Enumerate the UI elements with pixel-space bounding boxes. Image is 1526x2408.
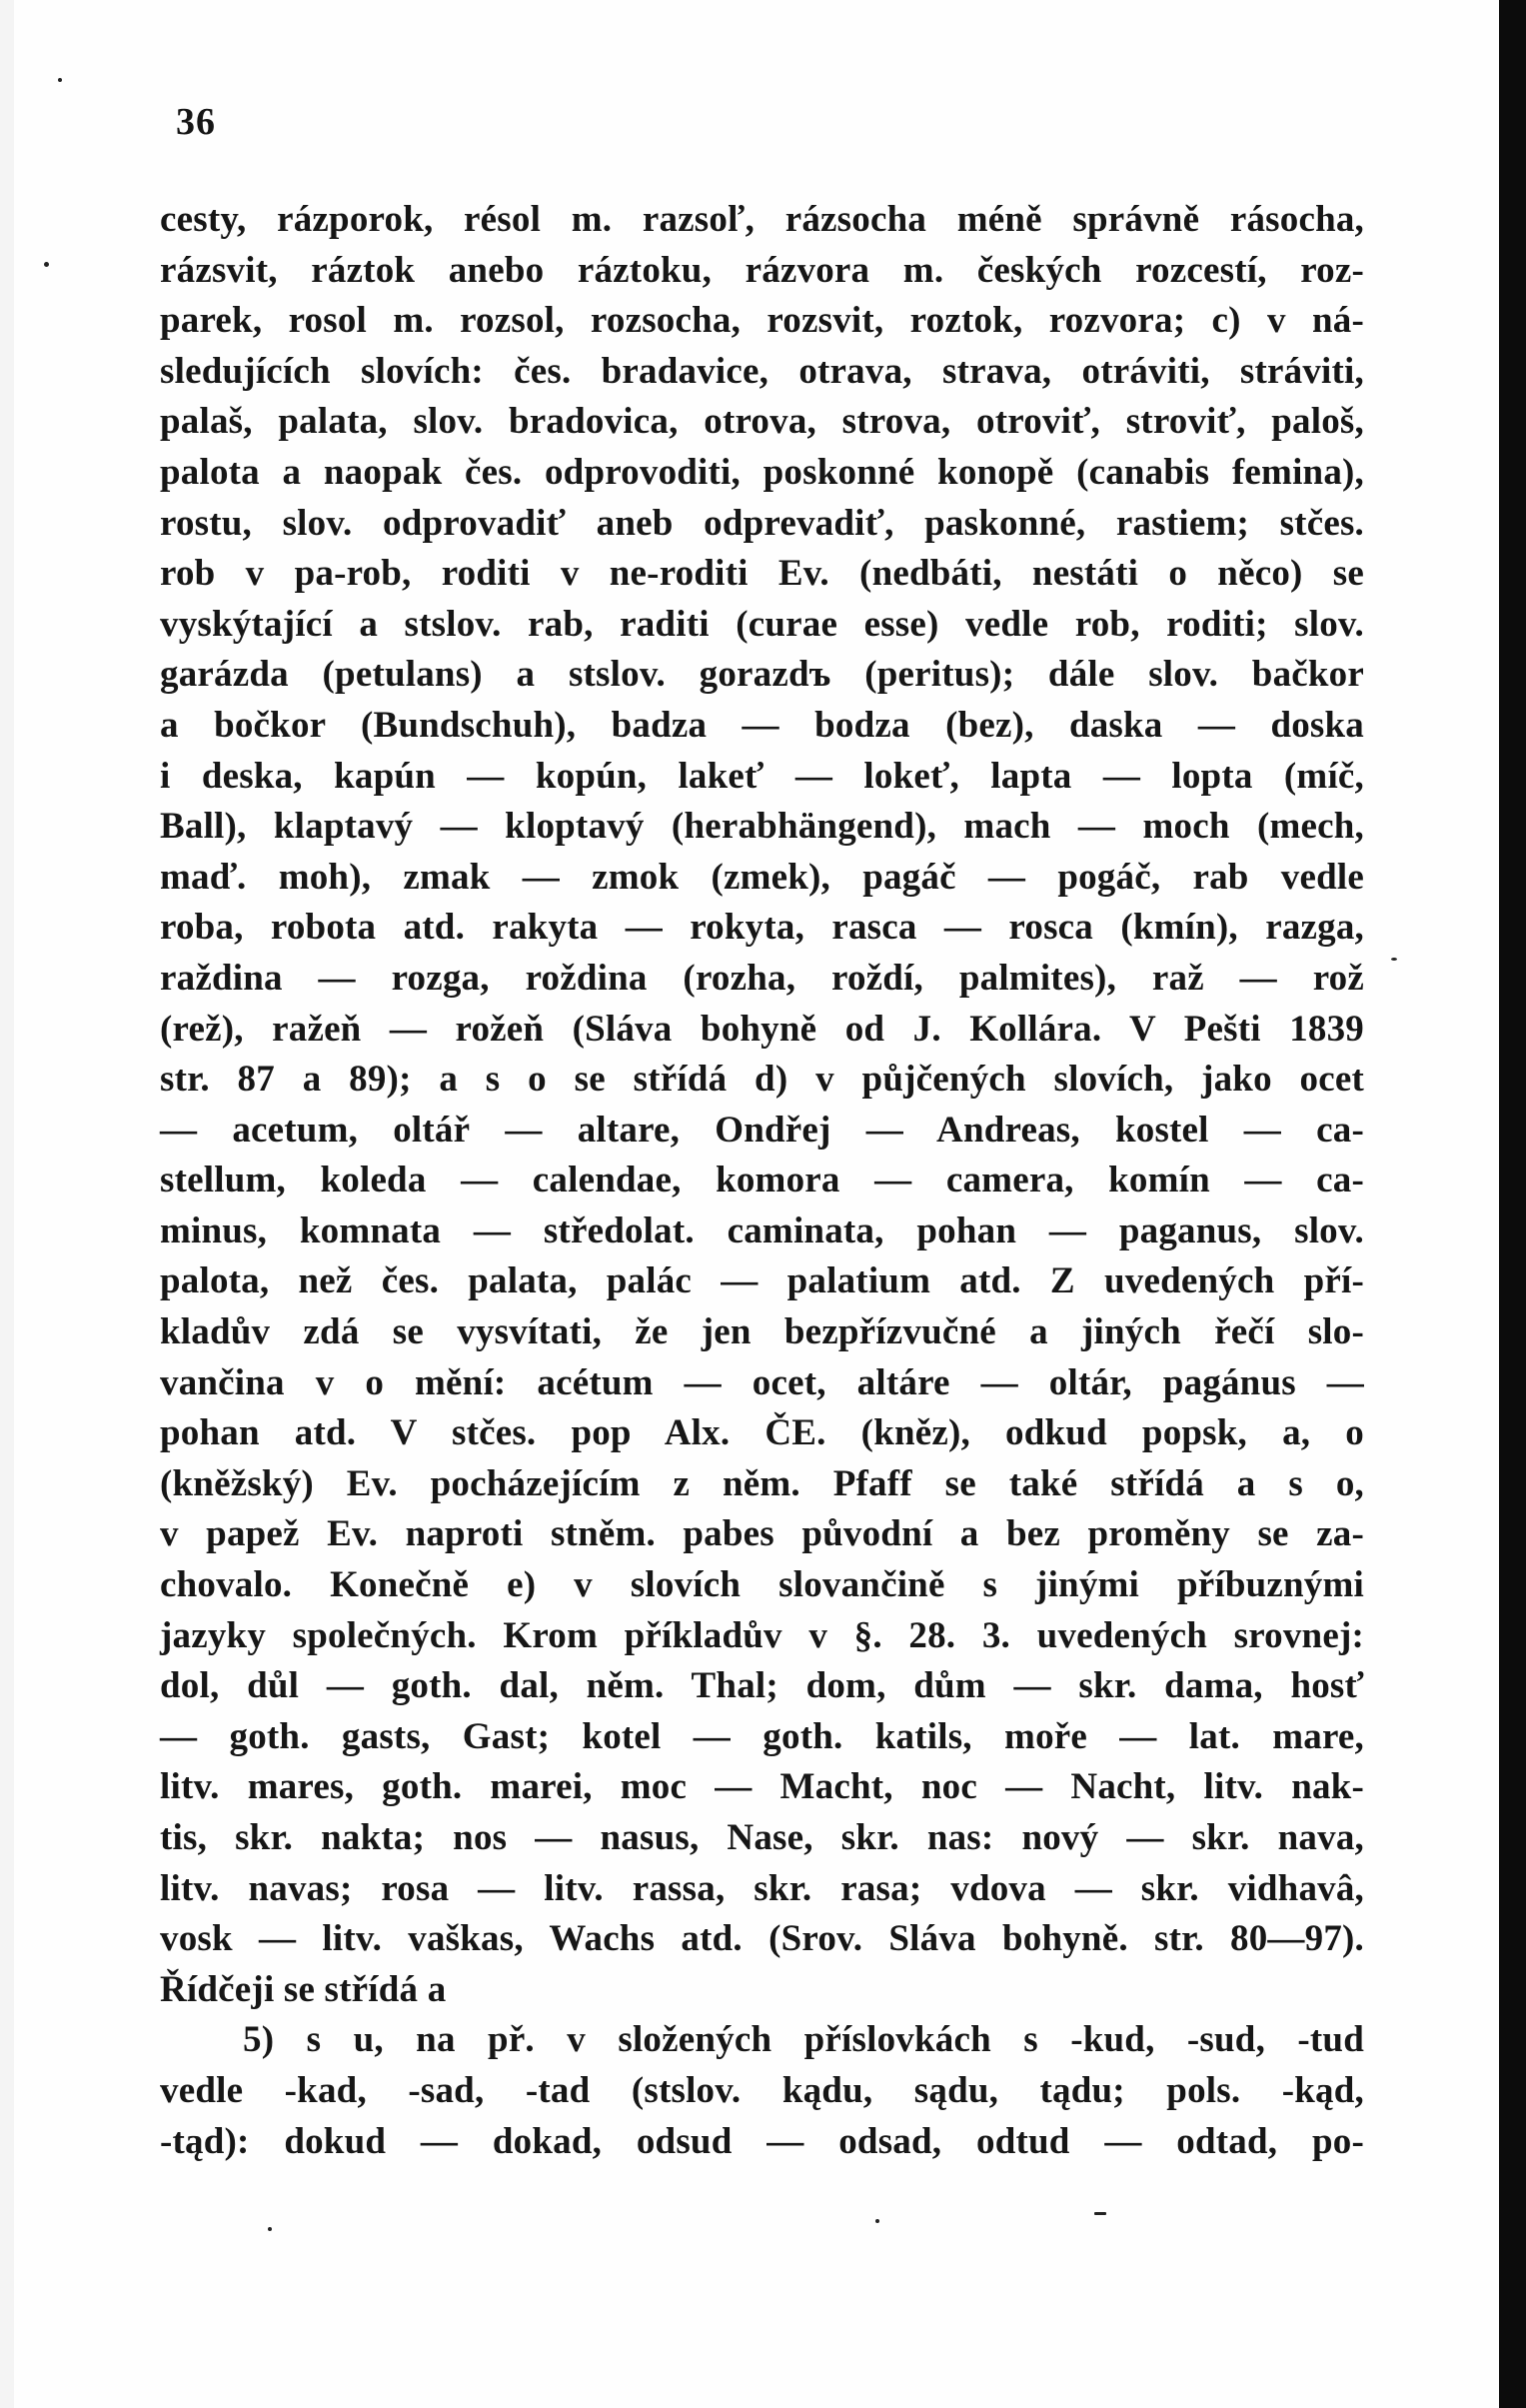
text-line: (kněžský) Ev. pocházejícím z něm. Pfaff se také střídá a s o, (160, 1462, 1364, 1504)
text-line: sledujících slovích: čes. bradavice, otrava, strava, otráviti, stráviti, (160, 350, 1364, 392)
page-number: 36 (176, 101, 216, 143)
text-line: vančina v o mění: acétum — ocet, altáre — oltár, pagánus — (160, 1361, 1364, 1403)
text-line: a bočkor (Bundschuh), badza — bodza (bez), daska — doska (160, 704, 1364, 746)
text-line: vyskýtající a stslov. rab, raditi (curae esse) vedle rob, roditi; slov. (160, 603, 1364, 645)
text-line: str. 87 a 89); a s o se střídá d) v půjčených slovích, jako ocet (160, 1059, 1364, 1101)
text-line: Řídčeji se střídá a (160, 1968, 447, 2010)
text-line: parek, rosol m. rozsol, rozsocha, rozsvit, roztok, rozvora; c) v ná- (160, 300, 1364, 342)
text-line: maď. moh), zmak — zmok (zmek), pagáč — pogáč, rab vedle (160, 856, 1364, 898)
text-line: vedle -kad, -sad, -tad (stslov. kądu, sądu, tądu; pols. -kąd, (160, 2069, 1364, 2111)
scan-speck (1391, 958, 1397, 961)
text-line: minus, komnata — středolat. caminata, pohan — paganus, slov. (160, 1209, 1364, 1251)
text-line: cesty, rázporok, résol m. razsoľ, rázsocha méně správně rásocha, (160, 199, 1364, 240)
text-line: 5) s u, na př. v složených příslovkách s -kud, -sud, -tud (243, 2019, 1364, 2061)
text-line: — acetum, oltář — altare, Ondřej — Andreas, kostel — ca- (160, 1109, 1364, 1151)
text-line: stellum, koleda — calendae, komora — camera, komín — ca- (160, 1160, 1364, 1202)
scan-speck (268, 2227, 272, 2231)
scan-speck (1094, 2212, 1106, 2215)
text-line: rázsvit, ráztok anebo ráztoku, rázvora m. českých rozcestí, roz- (160, 249, 1364, 291)
scan-speck (875, 2219, 879, 2223)
scan-edge-right (1499, 0, 1526, 2408)
text-line: garázda (petulans) a stslov. gorazdъ (peritus); dále slov. bačkor (160, 654, 1364, 696)
text-line: tis, skr. nakta; nos — nasus, Nase, skr. nas: nový — skr. nava, (160, 1817, 1364, 1858)
text-line: chovalo. Konečně e) v slovích slovančině s jinými příbuznými (160, 1564, 1364, 1606)
text-line: kladův zdá se vysvítati, že jen bezpřízvučné a jiných řečí slo- (160, 1311, 1364, 1353)
text-line: rob v pa-rob, roditi v ne-roditi Ev. (nedbáti, nestáti o něco) se (160, 553, 1364, 595)
text-line: palota a naopak čes. odprovoditi, poskonné konopě (canabis femina), (160, 451, 1364, 493)
text-line: roba, robota atd. rakyta — rokyta, rasca — rosca (kmín), razga, (160, 907, 1364, 949)
scan-speck (58, 78, 62, 82)
text-line: (rež), ražeň — rožeň (Sláva bohyně od J. Kollára. V Pešti 1839 (160, 1008, 1364, 1050)
text-line: Ball), klaptavý — kloptavý (herabhängend), mach — moch (mech, (160, 806, 1364, 848)
text-line: litv. mares, goth. marei, moc — Macht, noc — Nacht, litv. nak- (160, 1766, 1364, 1808)
text-line: v papež Ev. naproti stněm. pabes původní a bez proměny se za- (160, 1513, 1364, 1555)
text-line: vosk — litv. vaškas, Wachs atd. (Srov. Sláva bohyně. str. 80—97). (160, 1918, 1364, 1960)
text-line: raždina — rozga, roždina (rozha, roždí, palmites), raž — rož (160, 957, 1364, 999)
body-text (160, 195, 1364, 2167)
text-line: i deska, kapún — kopún, lakeť — lokeť, lapta — lopta (míč, (160, 755, 1364, 797)
text-line: palota, než čes. palata, palác — palatium atd. Z uvedených pří- (160, 1260, 1364, 1302)
text-line: rostu, slov. odprovadiť aneb odprevadiť, paskonné, rastiem; stčes. (160, 502, 1364, 544)
scan-edge-left (0, 0, 14, 2408)
scan-speck (44, 262, 49, 267)
text-line: -tąd): dokud — dokad, odsud — odsad, odtud — odtad, po- (160, 2120, 1364, 2162)
text-line: jazyky společných. Krom příkladův v §. 28. 3. uvedených srovnej: (160, 1614, 1364, 1656)
text-line: pohan atd. V stčes. pop Alx. ČE. (kněz), odkud popsk, a, o (160, 1412, 1364, 1454)
text-line: palaš, palata, slov. bradovica, otrova, strova, otroviť, stroviť, paloš, (160, 401, 1364, 443)
text-line: dol, důl — goth. dal, něm. Thal; dom, dům — skr. dama, hosť (160, 1665, 1364, 1707)
text-line: — goth. gasts, Gast; kotel — goth. katils, moře — lat. mare, (160, 1715, 1364, 1757)
text-line: litv. navas; rosa — litv. rassa, skr. rasa; vdova — skr. vidhavâ, (160, 1867, 1364, 1909)
